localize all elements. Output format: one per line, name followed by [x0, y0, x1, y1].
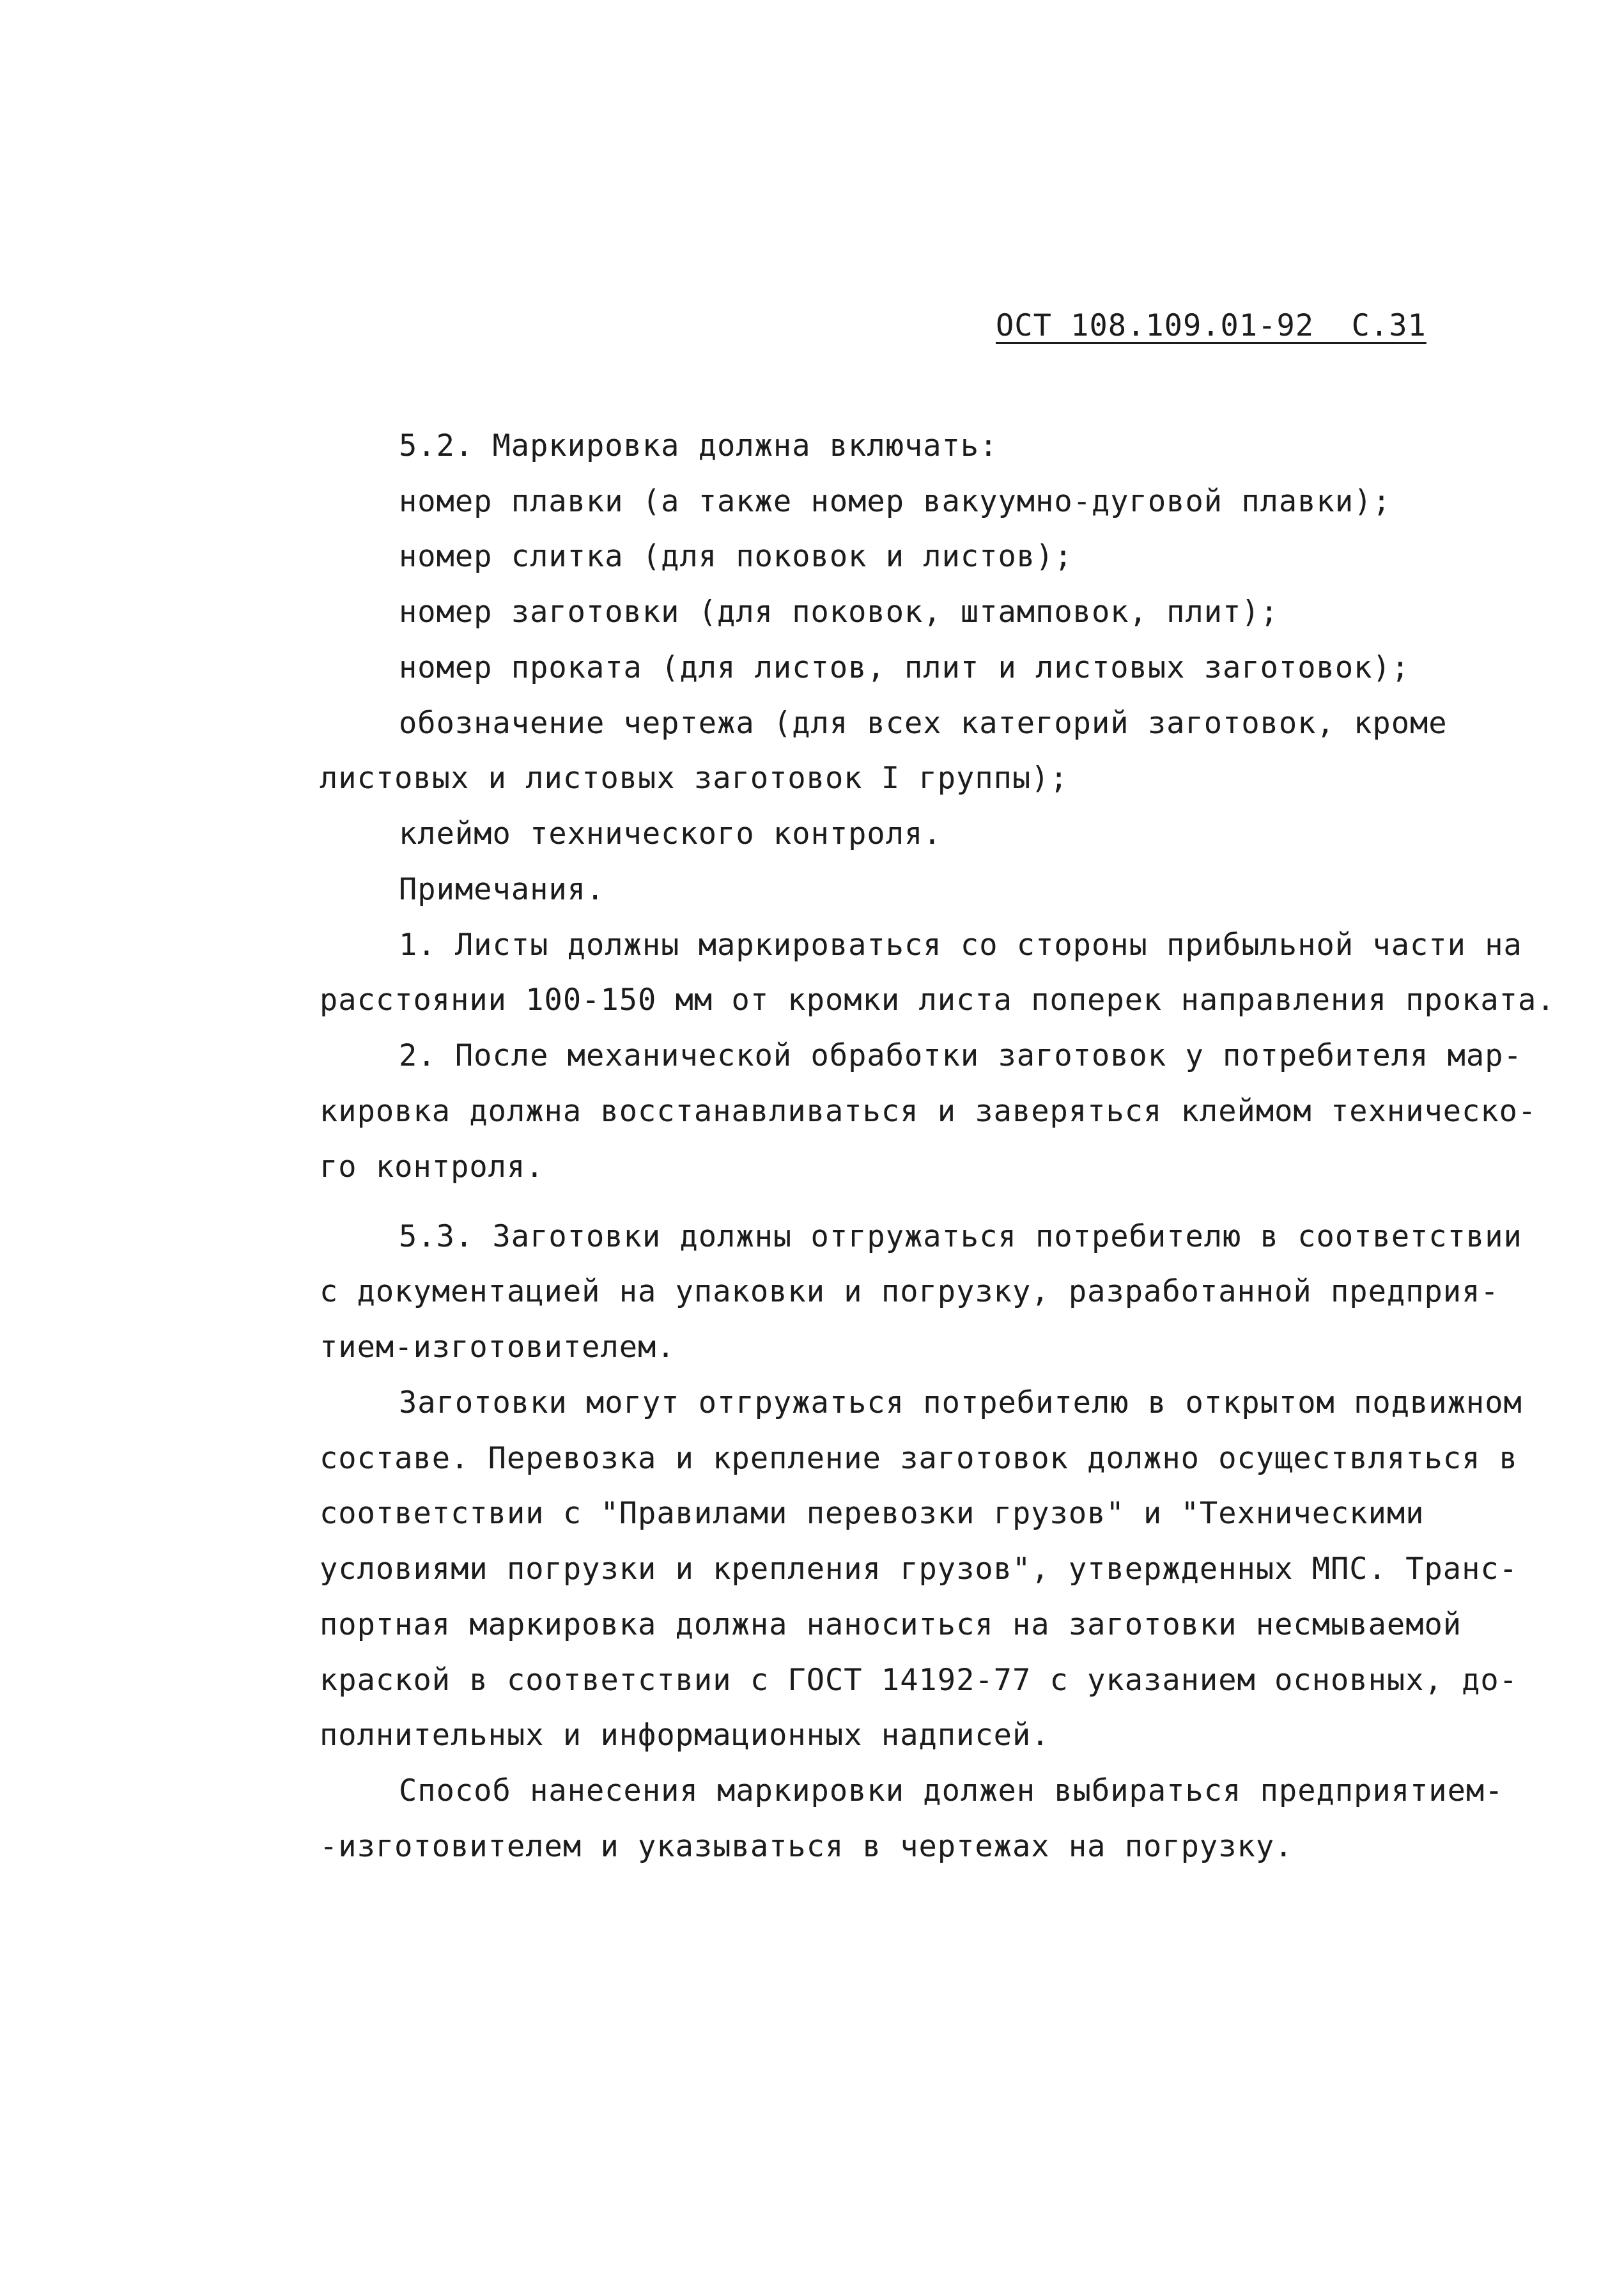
list-item-ingot-number: номер слитка (для поковок и листов);: [399, 539, 1073, 574]
section-5-2-heading: 5.2. Маркировка должна включать:: [399, 428, 998, 463]
paragraph-shipping-line-1: Заготовки могут отгружаться потребителю в открытом подвижном: [399, 1385, 1522, 1420]
section-5-3-line-1: 5.3. Заготовки должны отгружаться потребителю в соответствии: [399, 1219, 1522, 1254]
paragraph-shipping-line-7: полнительных и информационных надписей.: [320, 1718, 1050, 1753]
section-5-3-line-3: тием-изготовителем.: [320, 1330, 676, 1365]
section-5-3-line-2: с документацией на упаковки и погрузку, разработанной предприя-: [320, 1274, 1499, 1309]
note-2-line-1: 2. После механической обработки заготовок у потребителя мар-: [399, 1038, 1522, 1073]
note-1-line-2: расстоянии 100-150 мм от кромки листа поперек направления проката.: [320, 983, 1556, 1018]
paragraph-shipping-line-5: портная маркировка должна наноситься на заготовки несмываемой: [320, 1607, 1462, 1642]
paragraph-shipping-line-6: краской в соответствии с ГОСТ 14192-77 с указанием основных, до-: [320, 1663, 1518, 1698]
note-2-line-3: го контроля.: [320, 1149, 545, 1185]
paragraph-shipping-line-3: соответствии с "Правилами перевозки грузов" и "Техническими: [320, 1496, 1425, 1531]
list-item-billet-number: номер заготовки (для поковок, штамповок, плит);: [399, 595, 1279, 630]
list-item-drawing-designation: обозначение чертежа (для всех категорий заготовок, кроме: [399, 706, 1448, 741]
note-1-line-1: 1. Листы должны маркироваться со стороны прибыльной части на: [399, 928, 1522, 963]
paragraph-shipping-line-2: составе. Перевозка и крепление заготовок должно осуществляться в: [320, 1441, 1518, 1476]
note-2-line-2: кировка должна восстанавливаться и заверяться клеймом техническо-: [320, 1094, 1537, 1129]
list-item-drawing-designation-cont: листовых и листовых заготовок I группы);: [320, 761, 1069, 796]
paragraph-method-line-2: -изготовителем и указываться в чертежах на погрузку.: [320, 1829, 1294, 1864]
paragraph-method-line-1: Способ нанесения маркировки должен выбираться предприятием-: [399, 1773, 1504, 1808]
paragraph-shipping-line-4: условиями погрузки и крепления грузов", утвержденных МПС. Транс-: [320, 1551, 1518, 1587]
list-item-rolled-number: номер проката (для листов, плит и листовых заготовок);: [399, 650, 1411, 685]
notes-heading: Примечания.: [399, 872, 605, 907]
list-item-inspection-stamp: клеймо технического контроля.: [399, 816, 942, 851]
document-header: ОСТ 108.109.01-92 С.31: [996, 308, 1427, 343]
list-item-heat-number: номер плавки (а также номер вакуумно-дуговой плавки);: [399, 484, 1391, 519]
